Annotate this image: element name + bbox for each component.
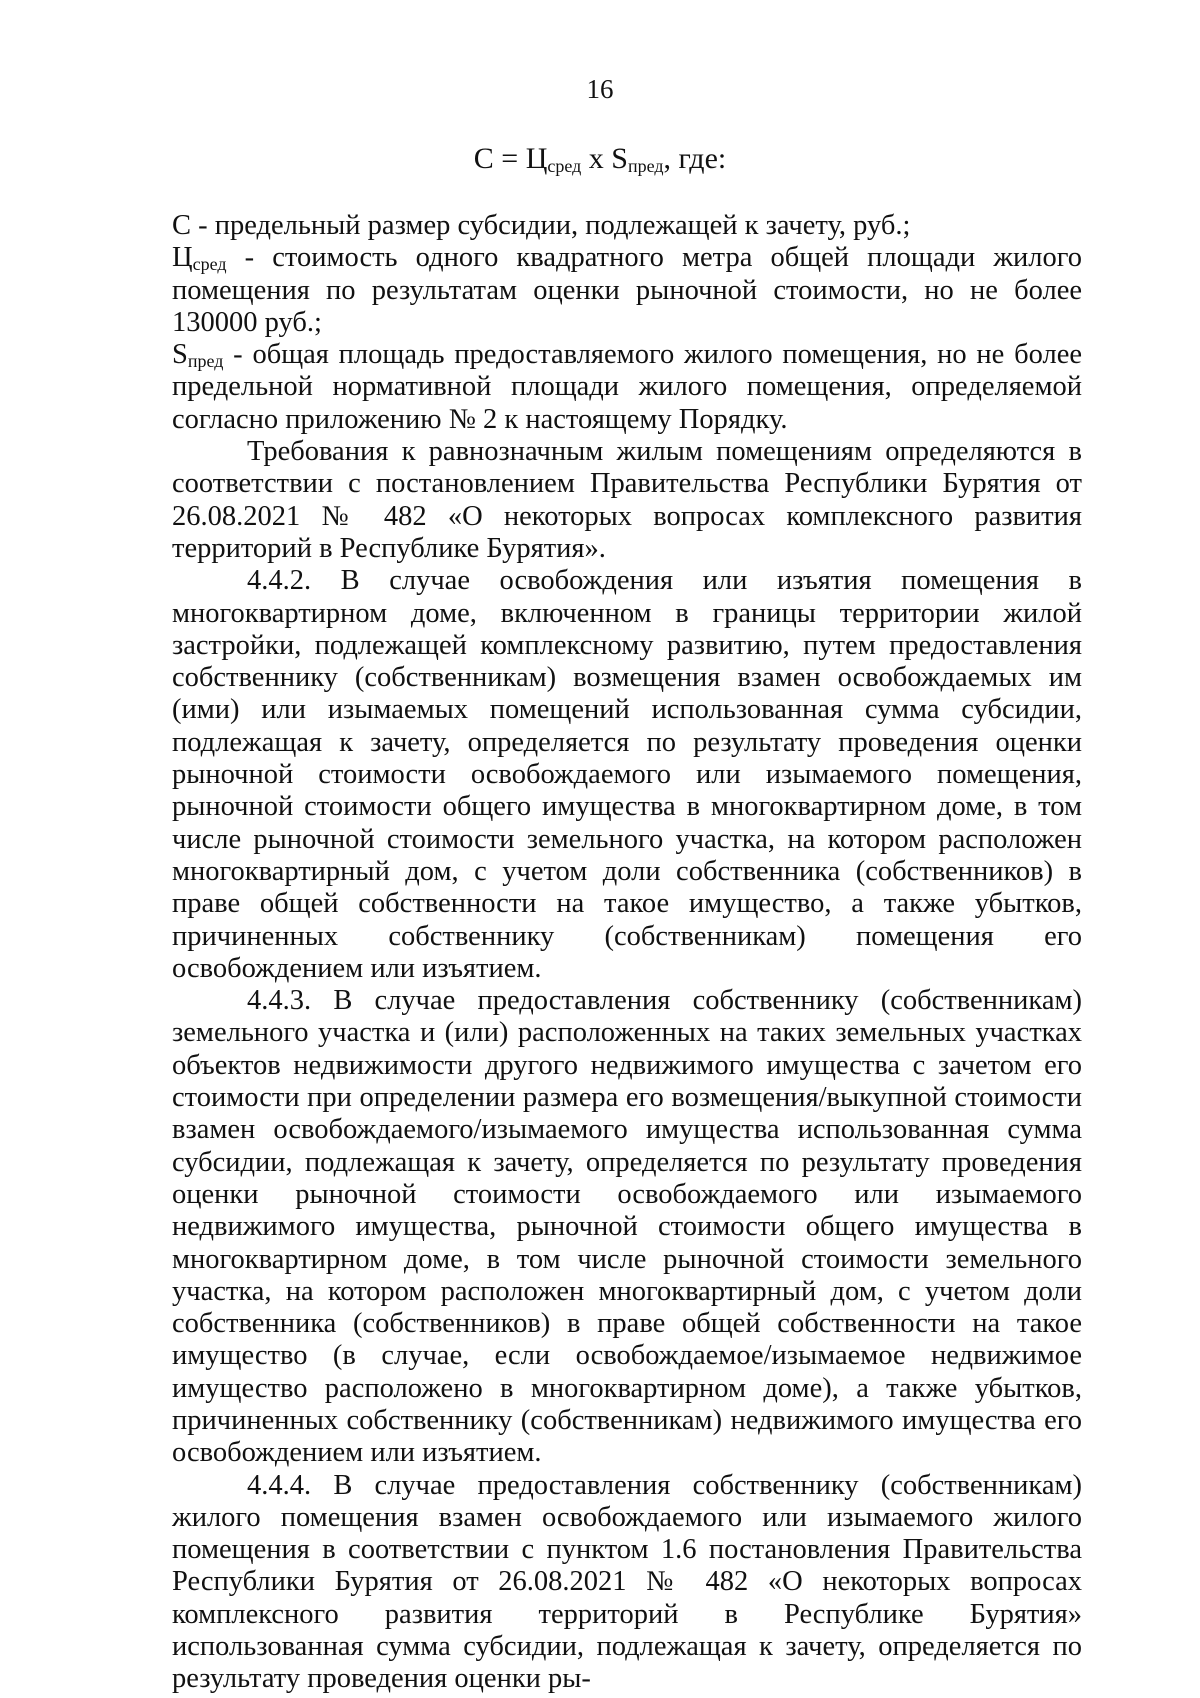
area-subscript: пред [187, 351, 224, 372]
formula-area-subscript: пред [627, 156, 664, 176]
price-definition-text: - стоимость одного квадратного метра общей площади жилого помещения по результатам оценки рыночной стоимости, но не более 130000 руб.; [172, 242, 1082, 338]
definition-area [172, 339, 1082, 436]
price-symbol: Ц [172, 242, 193, 274]
formula-price-subscript: сред [547, 156, 582, 176]
formula-lhs: С = Ц [473, 142, 548, 175]
formula-tail: , где: [663, 142, 727, 175]
formula-multiplier: х S [581, 142, 628, 175]
subsidy-formula [0, 140, 1200, 178]
area-definition-text: - общая площадь предоставляемого жилого помещения, но не более предельной нормативной площади жилого помещения, определяемой согласно приложению № 2 к настоящему Порядку. [172, 339, 1082, 435]
paragraph-4-4-2: 4.4.2. В случае освобождения или изъятия помещения в многоквартирном доме, включенном в границы территории жилой застройки, подлежащей комплексному развитию, путем предоставления собственнику (собственникам) возмещения взамен освобождаемых им (ими) или изымаемых помещений использованная сумма субсидии, подлежащая к зачету, определяется по результату проведения оценки рыночной стоимости освобождаемого или изымаемого помещения, рыночной стоимости общего имущества в многоквартирном доме, в том числе рыночной стоимости земельного участка, на котором расположен многоквартирный дом, с учетом доли собственника (собственников) в праве общей собственности на такое имущество, а также убытков, причиненных собственнику (собственникам) помещения его освобождением или изъятием. [172, 565, 1082, 984]
definition-price [172, 242, 1082, 339]
area-symbol: S [172, 339, 188, 371]
price-subscript: сред [192, 254, 227, 275]
paragraph-4-4-4: 4.4.4. В случае предоставления собственнику (собственникам) жилого помещения взамен освобождаемого или изымаемого жилого помещения в соответствии с пунктом 1.6 постановления Правительства Республики Бурятия от 26.08.2021 № 482 «О некоторых вопросах комплексного развития территорий в Республике Бурятия» использованная сумма субсидии, подлежащая к зачету, определяется по результату проведения оценки ры- [172, 1469, 1082, 1695]
paragraph-requirements: Требования к равнозначным жилым помещениям определяются в соответствии с постановлением Правительства Республики Бурятия от 26.08.2021 № 482 «О некоторых вопросах комплексного развития территорий в Республике Бурятия». [172, 436, 1082, 564]
paragraph-4-4-3: 4.4.3. В случае предоставления собственнику (собственникам) земельного участка и (или) расположенных на таких земельных участках объектов недвижимости другого недвижимого имущества с зачетом его стоимости при определении размера его возмещения/выкупной стоимости взамен освобождаемого/изымаемого имущества использованная сумма субсидии, подлежащая к зачету, определяется по результату проведения оценки рыночной стоимости освобождаемого или изымаемого недвижимого имущества, рыночной стоимости общего имущества в многоквартирном доме, в том числе рыночной стоимости земельного участка, на котором расположен многоквартирный дом, с учетом доли собственника (собственников) в праве общей собственности на такое имущество (в случае, если освобождаемое/изымаемое недвижимое имущество расположено в многоквартирном доме), а также убытков, причиненных собственнику (собственникам) недвижимого имущества его освобождением или изъятием. [172, 985, 1082, 1469]
definition-c: С - предельный размер субсидии, подлежащей к зачету, руб.; [172, 210, 911, 241]
document-body [172, 210, 1082, 1696]
page-number: 16 [586, 74, 614, 104]
